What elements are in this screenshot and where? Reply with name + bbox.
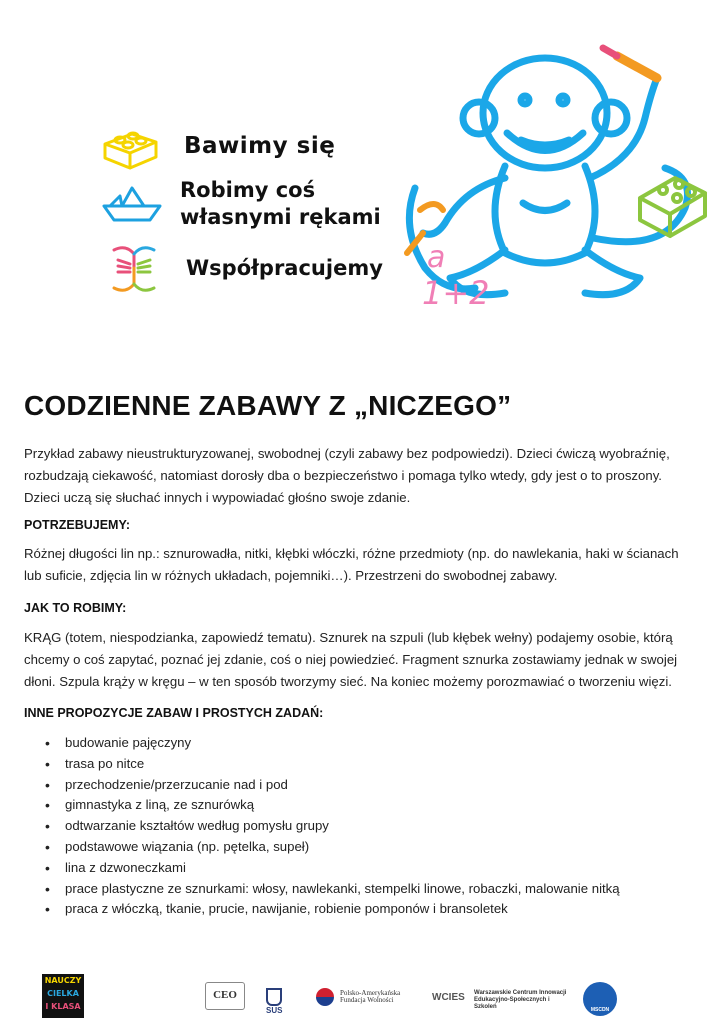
math-letter-a: a	[427, 240, 446, 275]
header-line-play: Bawimy się	[184, 133, 336, 159]
header-line-cooperate: Współpracujemy	[186, 256, 383, 280]
header-line-hands: własnymi rękami	[180, 205, 381, 229]
list-item: • praca z włóczką, tkanie, prucie, nawijanie, robienie pomponów i bransoletek	[40, 899, 620, 920]
proposals-list	[40, 733, 620, 920]
list-item: • budowanie pajęczyny	[40, 733, 620, 754]
logo-nauczycielka: NAUCZY CIELKA I KLASA	[42, 974, 84, 1018]
footer-logos	[0, 966, 725, 1024]
list-item: • odtwarzanie kształtów według pomysłu grupy	[40, 816, 620, 837]
header-line-make: Robimy coś	[180, 178, 316, 202]
header-illustration	[0, 0, 725, 340]
logo-sus: SUS	[266, 988, 300, 1008]
paper-boat-icon	[100, 184, 165, 224]
list-item: • przechodzenie/przerzucanie nad i pod	[40, 775, 620, 796]
list-item: • trasa po nitce	[40, 754, 620, 775]
lego-brick-icon	[100, 126, 160, 171]
logo-mscdn: MSCDN	[583, 982, 617, 1016]
list-item: • lina z dzwoneczkami	[40, 858, 620, 879]
needs-paragraph: Różnej długości lin np.: sznurowadła, nitki, kłębki włóczki, różne przedmioty (np. do nawlekania, haki w ścianach lub suficie, zdjęcia lin w różnych układach, pojemniki…). Przestrzeni do swobodnej zabawy.	[24, 546, 679, 583]
hands-icon	[108, 240, 160, 298]
logo-ceo: CEO	[205, 982, 245, 1010]
logo-pafw: Polsko-Amerykańska Fundacja Wolności	[316, 986, 426, 1008]
how-paragraph: KRĄG (totem, niespodzianka, zapowiedź tematu). Sznurek na szpuli (lub kłębek wełny) podajemy osobie, którą chcemy o coś zapytać, poznać jej zdanie, coś o niej powiedzieć. Fragment sznurka zostawiamy jednak w swojej dłoni. Szpula krąży w kręgu – w ten sposób tworzymy sieć. Na koniec możemy porozmawiać o tworzeniu więzi.	[24, 630, 678, 689]
logo-wcies: WCIES Warszawskie Centrum Innowacji Edukacyjno-Społecznych i Szkoleń	[432, 990, 567, 1010]
page-title: CODZIENNE ZABAWY Z „NICZEGO”	[24, 390, 512, 421]
intro-paragraph: Przykład zabawy nieustrukturyzowanej, swobodnej (czyli zabawy bez podpowiedzi). Dzieci ćwiczą wyobraźnię, rozbudzają ciekawość, natomiast dorosły dba o bezpieczeństwo i pomaga tylko wtedy, gdy jest o to proszony. Dzieci uczą się słuchać innych i wypowiadać głośno swoje zdanie.	[24, 446, 670, 505]
list-item: • prace plastyczne ze sznurkami: włosy, nawlekanki, stempelki linowe, robaczki, malowanie nitką	[40, 879, 620, 900]
list-item: • podstawowe wiązania (np. pętelka, supeł)	[40, 837, 620, 858]
other-heading: INNE PROPOZYCJE ZABAW I PROSTYCH ZADAŃ:	[24, 706, 324, 720]
how-heading: JAK TO ROBIMY:	[24, 601, 127, 615]
list-item: • gimnastyka z liną, ze sznurówką	[40, 795, 620, 816]
math-expression: 1+2	[422, 274, 490, 312]
needs-heading: POTRZEBUJEMY:	[24, 518, 131, 532]
